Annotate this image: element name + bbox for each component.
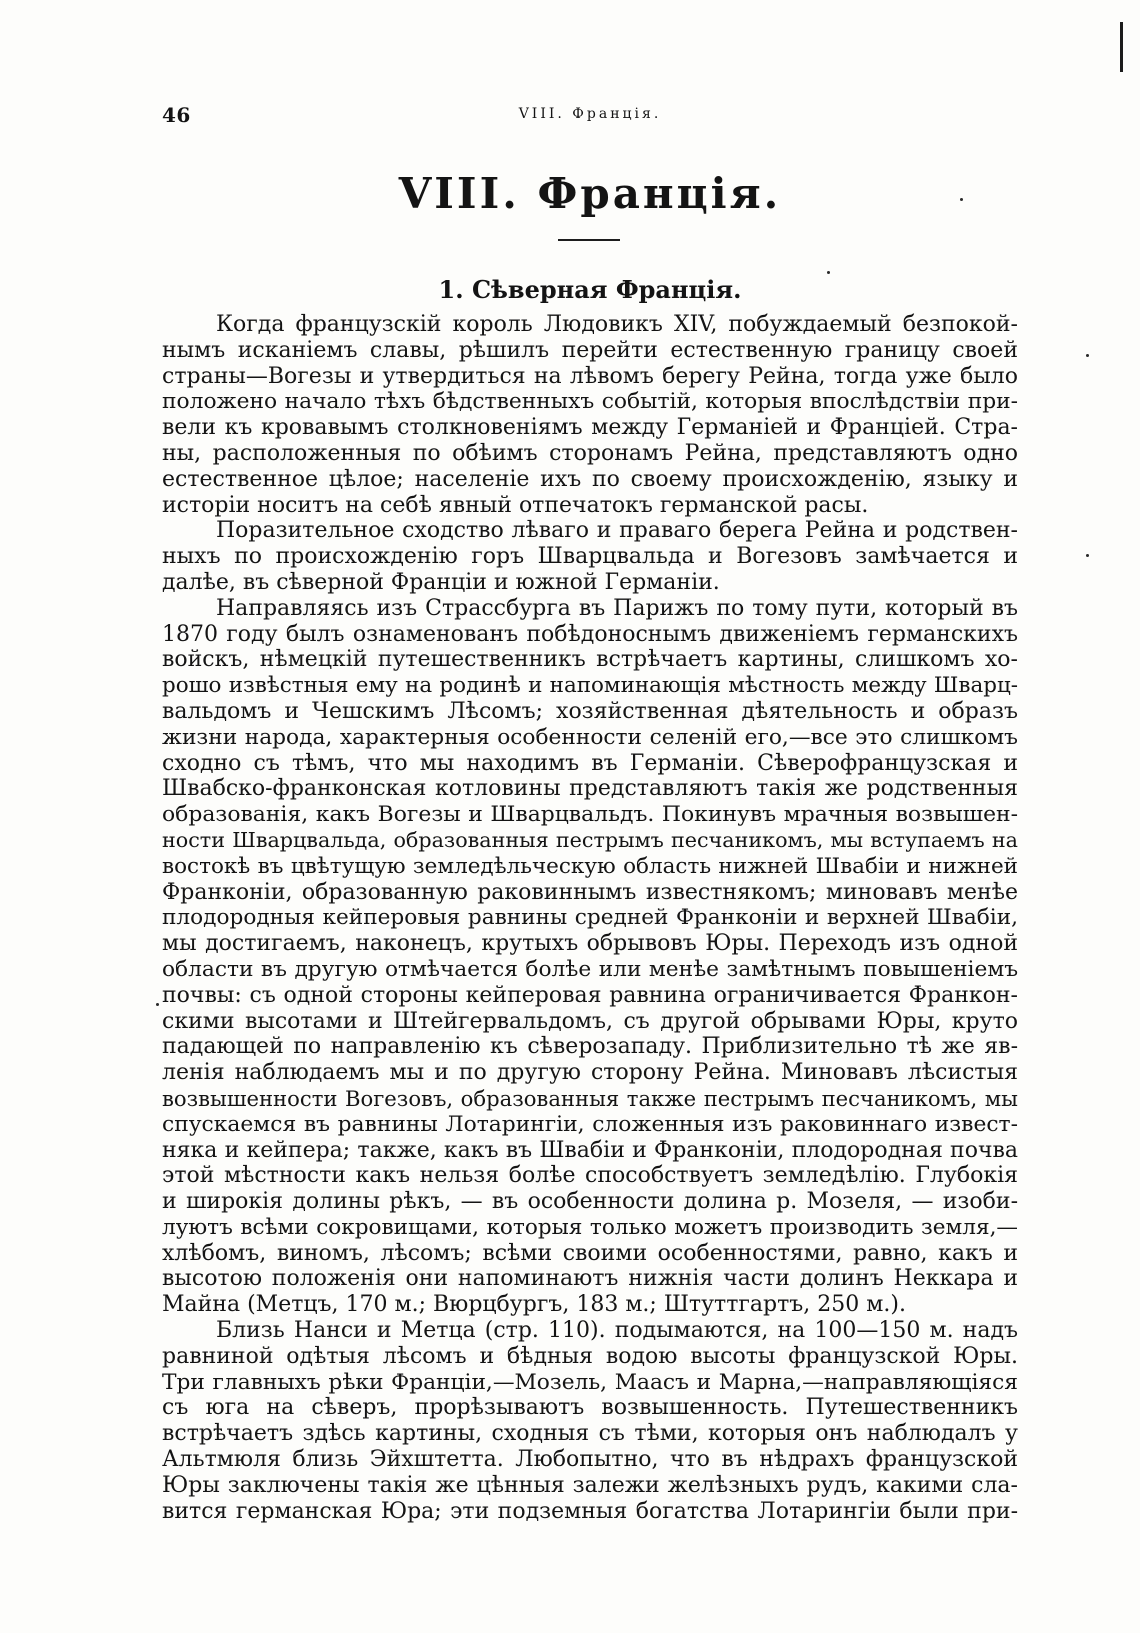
text-line: Швабско-франконская котловины представляютъ такiя же родственныя bbox=[162, 776, 1018, 802]
title-divider bbox=[558, 239, 620, 241]
text-line: Три главныхъ рѣки Францiи,—Мозель, Маасъ и Марна,—направляющiяся bbox=[162, 1369, 1018, 1395]
text-line: спускаемся въ равнины Лотарингiи, сложенныя изъ раковиннаго извест- bbox=[162, 1111, 1018, 1137]
text-line: хлѣбомъ, виномъ, лѣсомъ; всѣми своими особенностями, равно, какъ и bbox=[162, 1240, 1018, 1266]
scan-speck bbox=[1086, 554, 1089, 557]
text-line: Направляясь изъ Страссбурга въ Парижъ по тому пути, который въ bbox=[216, 595, 1018, 621]
text-line: ны, расположенныя по обѣимъ сторонамъ Рейна, представляютъ одно bbox=[162, 440, 1018, 466]
running-title: VIII. Францiя. bbox=[518, 106, 662, 122]
section-title: 1. Сѣверная Францiя. bbox=[438, 275, 742, 304]
text-line: и широкiя долины рѣкъ, — въ особенности долина р. Мозеля, — изоби- bbox=[162, 1189, 1018, 1215]
text-line: востокѣ въ цвѣтущую земледѣльческую область нижней Швабiи и нижней bbox=[162, 853, 1018, 879]
text-line: ности Шварцвальда, образованныя пестрымъ песчаникомъ, мы вступаемъ на bbox=[162, 827, 1018, 852]
text-line: рошо извѣстныя ему на родинѣ и напоминающiя мѣстность между Шварц- bbox=[162, 673, 1018, 699]
scan-speck bbox=[1086, 354, 1089, 357]
text-line: встрѣчаетъ здѣсь картины, сходныя съ тѣми, которыя онъ наблюдалъ у bbox=[162, 1421, 1018, 1447]
text-line: почвы: съ одной стороны кейперовая равнина ограничивается Франкон- bbox=[162, 982, 1018, 1008]
text-line: положено начало тѣхъ бѣдственныхъ событiй, которыя впослѣдствiи при- bbox=[162, 389, 1018, 415]
text-line: этой мѣстности какъ нельзя болѣе способствуетъ земледѣлiю. Глубокiя bbox=[162, 1163, 1018, 1189]
text-line: жизни народа, характерныя особенности селенiй его,—все это слишкомъ bbox=[162, 724, 1018, 750]
scan-speck bbox=[156, 1003, 159, 1006]
text-line: Поразительное сходство лѣваго и праваго берега Рейна и родствен- bbox=[216, 518, 1018, 544]
text-line: ныхъ по происхожденiю горъ Шварцвальда и Вогезовъ замѣчается и bbox=[162, 544, 1018, 570]
body-text bbox=[162, 312, 1018, 1524]
text-line: вится германская Юра; эти подземныя богатства Лотарингiи были при- bbox=[162, 1498, 1018, 1524]
text-line: области въ другую отмѣчается болѣе или менѣе замѣтнымъ повышенiемъ bbox=[162, 956, 1018, 982]
text-line: Юры заключены такiя же цѣнныя залежи желѣзныхъ рудъ, какими сла- bbox=[162, 1472, 1018, 1498]
text-line: луютъ всѣми сокровищами, которыя только можетъ производить земля,— bbox=[162, 1214, 1018, 1240]
text-line: Майна (Метцъ, 170 м.; Вюрцбургъ, 183 м.; Штуттгартъ, 250 м.). bbox=[162, 1292, 906, 1318]
running-header bbox=[162, 103, 1018, 131]
text-line: войскъ, нѣмецкiй путешественникъ встрѣчаетъ картины, слишкомъ хо- bbox=[162, 647, 1018, 673]
text-line: далѣе, въ сѣверной Францiи и южной Германiи. bbox=[162, 569, 720, 595]
text-line: Альтмюля близь Эйхштетта. Любопытно, что въ нѣдрахъ французской bbox=[162, 1447, 1018, 1473]
text-line: естественное цѣлое; населенiе ихъ по своему происхожденiю, языку и bbox=[162, 466, 1018, 492]
text-line: высотою положенiя они напоминаютъ нижнiя части долинъ Неккара и bbox=[162, 1266, 1018, 1292]
text-line: няка и кейпера; также, какъ въ Швабiи и Франконiи, плодородная почва bbox=[162, 1137, 1018, 1163]
text-line: страны—Вогезы и утвердиться на лѣвомъ берегу Рейна, тогда уже было bbox=[162, 363, 1018, 389]
text-line: образованiя, какъ Вогезы и Шварцвальдъ. Покинувъ мрачныя возвышен- bbox=[162, 802, 1018, 828]
text-line: съ юга на сѣверъ, прорѣзываютъ возвышенность. Путешественникъ bbox=[162, 1395, 1018, 1421]
text-line: равниной одѣтыя лѣсомъ и бѣдныя водою высоты французской Юры. bbox=[162, 1343, 1018, 1369]
text-line: Когда французскiй король Людовикъ XIV, побуждаемый безпокой- bbox=[216, 312, 1018, 337]
text-line: мы достигаемъ, наконецъ, крутыхъ обрывовъ Юры. Переходъ изъ одной bbox=[162, 931, 1018, 957]
text-line: возвышенности Вогезовъ, образованныя также пестрымъ песчаникомъ, мы bbox=[162, 1085, 1018, 1111]
text-line: скими высотами и Штейгервальдомъ, съ другой обрывами Юры, круто bbox=[162, 1008, 1018, 1034]
text-line: вели къ кровавымъ столкновенiямъ между Германiей и Францiей. Стра- bbox=[162, 415, 1018, 441]
page-number: 46 bbox=[162, 103, 191, 127]
text-line: 1870 году былъ ознаменованъ побѣдоноснымъ движенiемъ германскихъ bbox=[162, 621, 1018, 647]
text-line: исторiи носитъ на себѣ явный отпечатокъ германской расы. bbox=[162, 492, 869, 518]
scan-edge-mark bbox=[1120, 22, 1123, 72]
text-line: ленiя наблюдаемъ мы и по другую сторону Рейна. Миновавъ лѣсистыя bbox=[162, 1060, 1018, 1086]
chapter-title: VIII. Францiя. bbox=[398, 169, 782, 218]
text-line: нымъ исканiемъ славы, рѣшилъ перейти естественную границу своей bbox=[162, 337, 1018, 363]
text-line: падающей по направленiю къ сѣверозападу. Приблизительно тѣ же яв- bbox=[162, 1034, 1018, 1060]
text-line: Близь Нанси и Метца (стр. 110). подымаются, на 100—150 м. надъ bbox=[216, 1318, 1018, 1344]
text-line: плодородныя кейперовыя равнины средней Франконiи и верхней Швабiи, bbox=[162, 905, 1018, 931]
text-line: вальдомъ и Чешскимъ Лѣсомъ; хозяйственная дѣятельность и образъ bbox=[162, 698, 1018, 724]
text-line: сходно съ тѣмъ, что мы находимъ въ Германiи. Сѣверофранцузская и bbox=[162, 750, 1018, 776]
text-line: Франконiи, образованную раковиннымъ известнякомъ; миновавъ менѣе bbox=[162, 879, 1018, 905]
